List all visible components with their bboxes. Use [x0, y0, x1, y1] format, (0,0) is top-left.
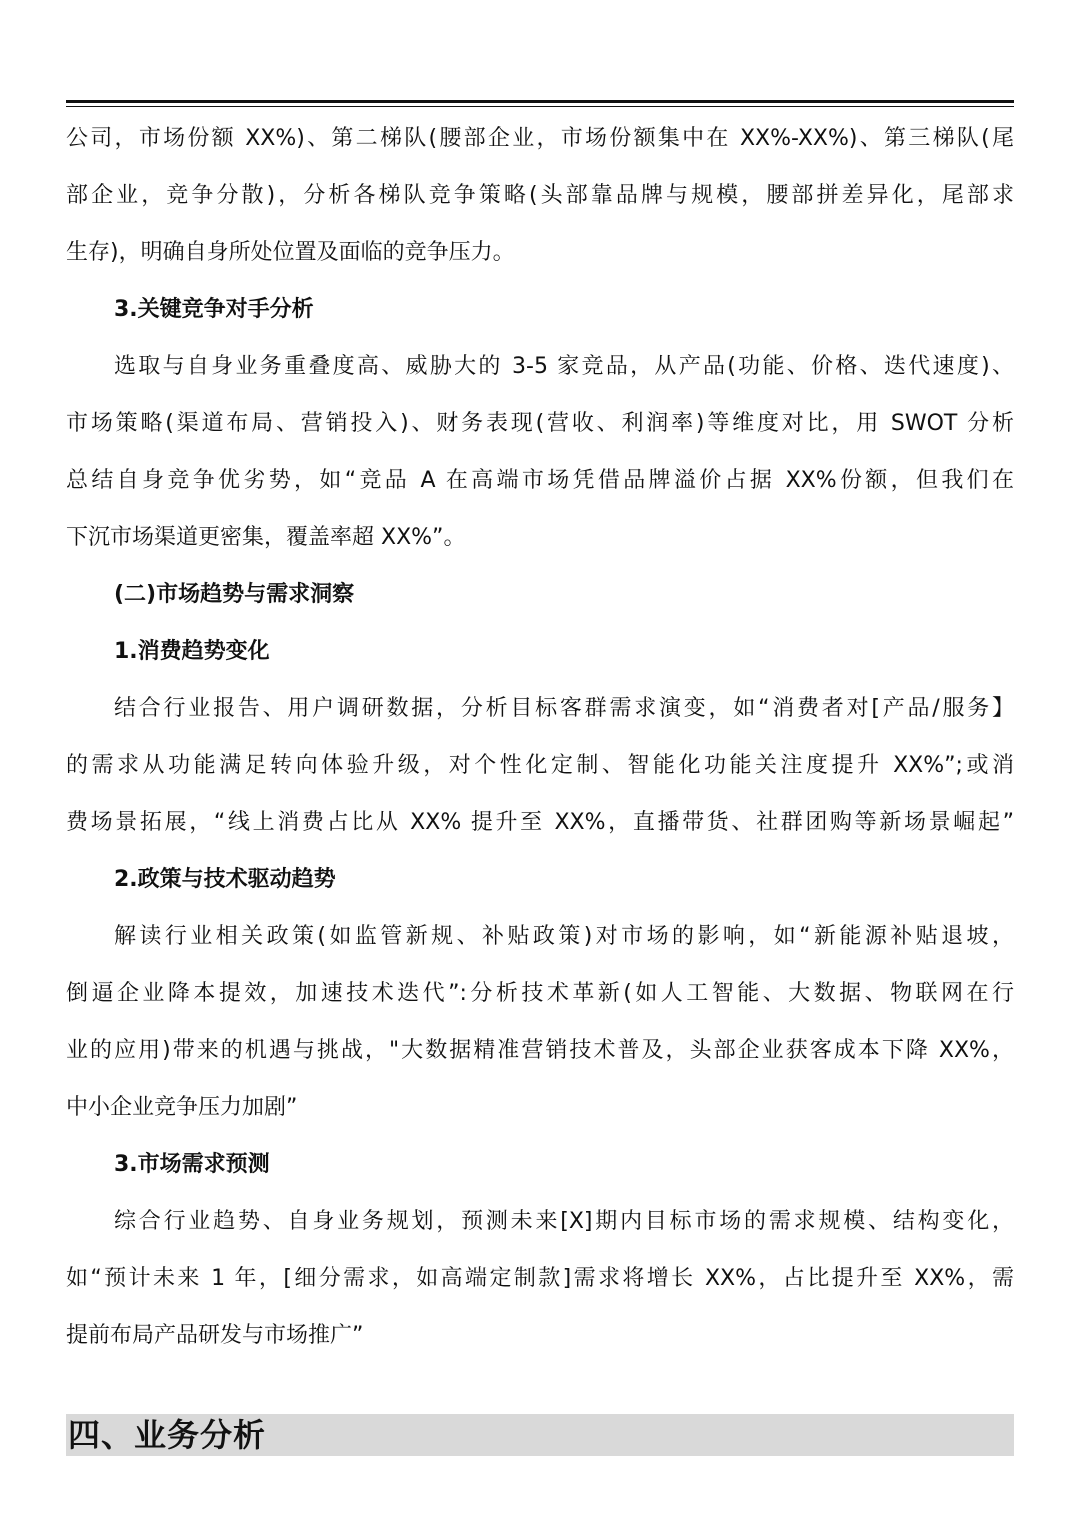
heading-key-competitor-analysis: 3.关键竞争对手分析 [114, 297, 314, 322]
paragraph-policy-tech [66, 908, 1014, 1136]
text-line: 倒逼企业降本提效，加速技术迭代”:分析技术革新(如人工智能、大数据、物联网在行 [66, 981, 1014, 1006]
header-rule-thin [66, 106, 1014, 107]
text-line: 业的应用)带来的机遇与挑战，"大数据精准营销技术普及，头部企业获客成本下降 XX%， [66, 1038, 1014, 1063]
section-title-business-analysis: 四、业务分析 [68, 1416, 267, 1454]
paragraph-demand-forecast [66, 1193, 1014, 1364]
text-line: 中小企业竞争压力加剧” [66, 1095, 298, 1120]
text-line: 生存)，明确自身所处位置及面临的竞争压力。 [66, 240, 515, 265]
text-line: 费场景拓展，“线上消费占比从 XX% 提升至 XX%，直播带货、社群团购等新场景崛起” [66, 810, 1014, 835]
text-line: 市场策略(渠道布局、营销投入)、财务表现(营收、利润率)等维度对比，用 SWOT 分析 [66, 411, 1014, 436]
text-line: 的需求从功能满足转向体验升级，对个性化定制、智能化功能关注度提升 XX%”;或消 [66, 753, 1014, 778]
heading-demand-forecast: 3.市场需求预测 [114, 1152, 270, 1177]
text-line: 如“预计未来 1 年，[细分需求，如高端定制款]需求将增长 XX%，占比提升至 XX%，需 [66, 1266, 1014, 1291]
heading-consumption-trends: 1.消费趋势变化 [114, 639, 270, 664]
paragraph-competition-tiers [66, 110, 1014, 281]
text-line: 提前布局产品研发与市场推广” [66, 1323, 364, 1348]
heading-policy-tech-trends: 2.政策与技术驱动趋势 [114, 867, 336, 892]
text-line: 结合行业报告、用户调研数据，分析目标客群需求演变，如“消费者对[产品/服务】 [114, 696, 1014, 721]
text-line: 综合行业趋势、自身业务规划，预测未来[X]期内目标市场的需求规模、结构变化， [114, 1209, 1014, 1234]
heading-market-trends: (二)市场趋势与需求洞察 [114, 582, 355, 607]
document-body [66, 110, 1014, 1364]
text-line: 选取与自身业务重叠度高、威胁大的 3-5 家竞品，从产品(功能、价格、迭代速度)、 [114, 354, 1014, 379]
text-line: 公司，市场份额 XX%)、第二梯队(腰部企业，市场份额集中在 XX%-XX%)、第三梯队(尾 [66, 126, 1014, 151]
header-rule-thick [66, 100, 1014, 103]
paragraph-consumption-trends [66, 680, 1014, 851]
section-heading-bar [66, 1414, 1014, 1456]
paragraph-key-competitors [66, 338, 1014, 566]
text-line: 下沉市场渠道更密集，覆盖率超 XX%”。 [66, 525, 466, 550]
text-line: 部企业，竞争分散)，分析各梯队竞争策略(头部靠品牌与规模，腰部拼差异化，尾部求 [66, 183, 1014, 208]
text-line: 解读行业相关政策(如监管新规、补贴政策)对市场的影响，如“新能源补贴退坡， [114, 924, 1014, 949]
text-line: 总结自身竞争优劣势，如“竞品 A 在高端市场凭借品牌溢价占据 XX%份额，但我们在 [66, 468, 1014, 493]
